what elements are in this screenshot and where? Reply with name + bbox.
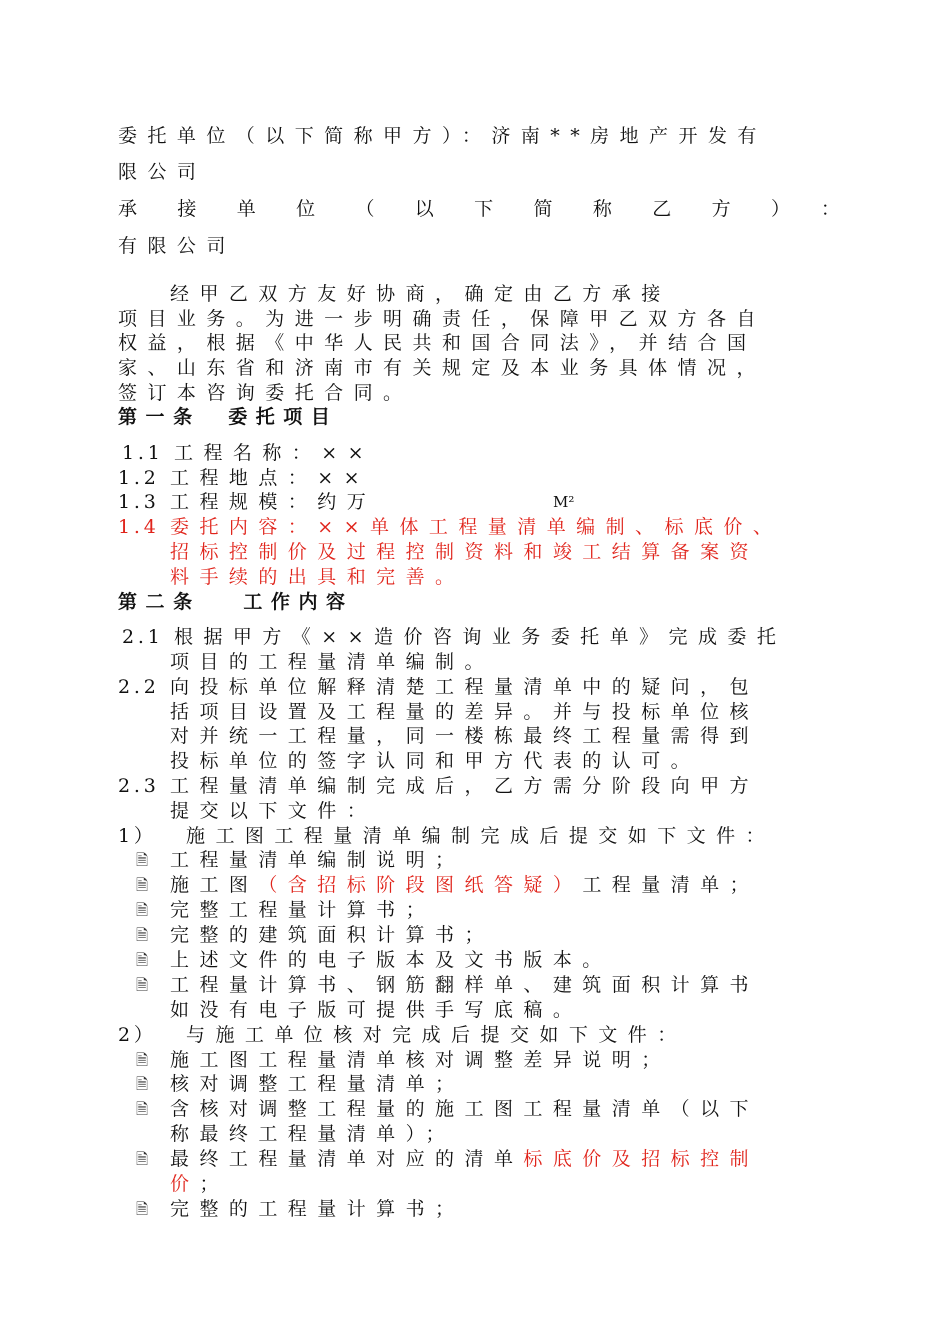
stage1-bullet-3: 完整工程量计算书；: [170, 899, 436, 921]
item-1-3-unit: M²: [553, 493, 575, 511]
item-2-1-line-2: 项目的工程量清单编制。: [170, 651, 494, 673]
item-1-4: [118, 515, 840, 539]
article2-title: 第二条 工作内容: [118, 591, 354, 613]
item-text: 工程地点：××: [170, 467, 370, 489]
document-icon: 🗎: [136, 901, 149, 919]
stage2-bullet-3-line-2: 称最终工程量清单）；: [170, 1123, 456, 1145]
item-1-4-line-2: 招标控制价及过程控制资料和竣工结算备案资: [170, 541, 760, 563]
document-icon: 🗎: [136, 976, 149, 994]
document-icon: 🗎: [136, 951, 149, 969]
item-text: 根据甲方《××造价咨询业务委托单》完成委托: [174, 626, 787, 648]
item-text: 向投标单位解释清楚工程量清单中的疑问，包: [170, 676, 760, 698]
item-number: 2.2: [118, 676, 160, 698]
stage1-bullet-6-line-2: 如没有电子版可提供手写底稿。: [170, 999, 583, 1021]
item-2-1: [122, 625, 844, 649]
document-icon: 🗎: [136, 1075, 149, 1093]
item-2-3: [118, 774, 840, 798]
item-2-2-line-3: 对并统一工程量，同一楼栋最终工程量需得到: [170, 725, 760, 747]
item-number: 2.1: [122, 626, 164, 648]
stage2-header: [118, 1023, 840, 1047]
document-icon: 🗎: [136, 926, 149, 944]
intro-line-4: 家、山东省和济南市有关规定及本业务具体情况，: [118, 357, 766, 379]
intro-line-2: 项目业务。为进一步明确责任，保障甲乙双方各自: [118, 308, 766, 330]
intro-line-1: 经甲乙双方友好协商，确定由乙方承接: [170, 283, 671, 305]
document-icon: 🗎: [136, 1200, 149, 1218]
stage1-bullet-5: 上述文件的电子版本及文书版本。: [170, 949, 612, 971]
stage1-bullet-4: 完整的建筑面积计算书；: [170, 924, 494, 946]
item-1-4-line-3: 料手续的出具和完善。: [170, 566, 465, 588]
stage1-bullet-2: 施工图（含招标阶段图纸答疑）工程量清单；: [170, 874, 760, 896]
stage2-bullet-3: 含核对调整工程量的施工图工程量清单（以下: [170, 1098, 760, 1120]
stage1-bullet-6: 工程量计算书、钢筋翻样单、建筑面积计算书: [170, 974, 760, 996]
item-2-2-line-2: 括项目设置及工程量的差异。并与投标单位核: [170, 701, 760, 723]
item-number: 1.3: [118, 491, 160, 513]
contractor-line-2: 有限公司: [118, 235, 236, 257]
contractor-line-1: 承接单位（以下简称乙方）：: [118, 198, 840, 220]
item-text: 工程名称：××: [174, 442, 374, 464]
client-line-2: 限公司: [118, 161, 207, 183]
article1-title: 第一条 委托项目: [118, 406, 339, 428]
stage2-bullet-1: 施工图工程量清单核对调整差异说明；: [170, 1049, 671, 1071]
stage1-bullet-1: 工程量清单编制说明；: [170, 849, 465, 871]
stage-number: 2）: [118, 1024, 157, 1046]
stage2-bullet-5: 完整的工程量计算书；: [170, 1198, 465, 1220]
stage2-bullet-4-line-2: 价；: [170, 1173, 229, 1195]
stage-title: 施工图工程量清单编制完成后提交如下文件：: [186, 825, 776, 847]
document-icon: 🗎: [136, 876, 149, 894]
item-number: 1.2: [118, 467, 160, 489]
item-text: 工程量清单编制完成后，乙方需分阶段向甲方: [170, 775, 760, 797]
intro-line-3: 权益，根据《中华人民共和国合同法》，并结合国: [118, 332, 757, 354]
item-number: 1.1: [122, 442, 164, 464]
item-2-2: [118, 675, 840, 699]
item-2-3-line-2: 提交以下文件：: [170, 800, 377, 822]
document-icon: 🗎: [136, 851, 149, 869]
document-icon: 🗎: [136, 1100, 149, 1118]
item-text: 委托内容：××单体工程量清单编制、标底价、: [170, 516, 783, 538]
item-1-1: [122, 441, 844, 465]
client-line-1: 委托单位（以下简称甲方）：济南**房地产开发有: [118, 125, 767, 147]
item-number: 1.4: [118, 516, 160, 538]
stage-title: 与施工单位核对完成后提交如下文件：: [186, 1024, 687, 1046]
item-number: 2.3: [118, 775, 160, 797]
intro-line-5: 签订本咨询委托合同。: [118, 382, 413, 404]
document-icon: 🗎: [136, 1051, 149, 1069]
stage2-bullet-2: 核对调整工程量清单；: [170, 1073, 465, 1095]
item-1-3: [118, 490, 840, 514]
stage1-header: [118, 824, 840, 848]
stage-number: 1）: [118, 825, 157, 847]
document-icon: 🗎: [136, 1150, 149, 1168]
item-2-2-line-4: 投标单位的签字认同和甲方代表的认可。: [170, 750, 701, 772]
item-1-2: [118, 466, 840, 490]
stage2-bullet-4: 最终工程量清单对应的清单标底价及招标控制: [170, 1148, 760, 1170]
item-text: 工程规模：约万: [170, 491, 377, 513]
